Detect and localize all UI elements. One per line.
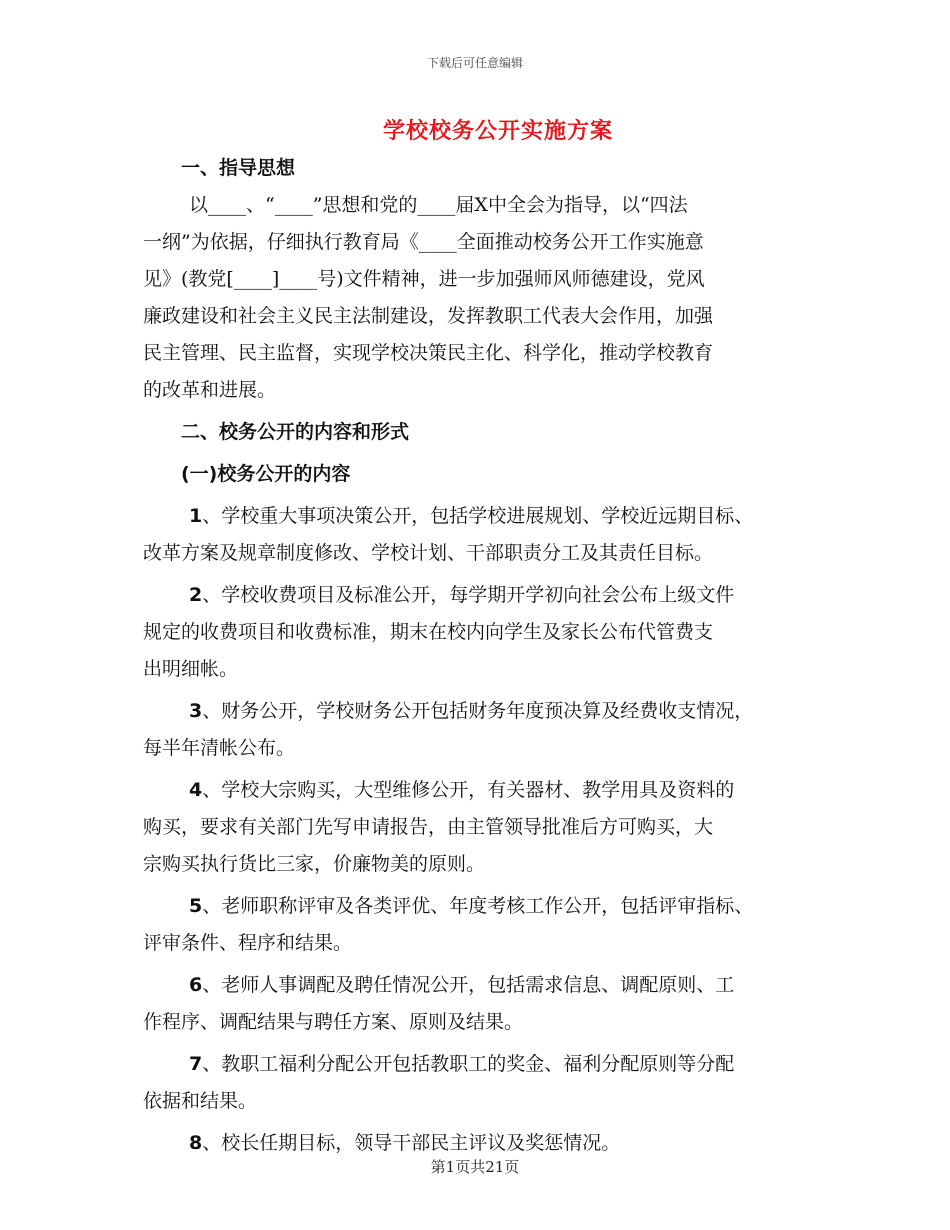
item-text: 、学校大宗购买，大型维修公开，有关器材、教学用具及资料的 (202, 779, 735, 801)
list-item (143, 967, 833, 1004)
paragraph-line: 改革方案及规章制度修改、学校计划、干部职责分工及其责任目标。 (143, 542, 714, 564)
list-item (143, 693, 833, 730)
paragraph-line: 见》(教党[____]____号)文件精神，进一步加强师风师德建设，党风 (143, 268, 705, 290)
section-heading: 一、指导思想 (181, 157, 296, 179)
list-item (143, 1046, 833, 1083)
item-number: 6 (189, 974, 203, 996)
section-heading: 二、校务公开的内容和形式 (181, 421, 410, 443)
paragraph-line: 作程序、调配结果与聘任方案、原则及结果。 (143, 1011, 524, 1033)
item-text: 、校长任期目标，领导干部民主评议及奖惩情况。 (202, 1132, 621, 1154)
item-text: 、学校收费项目及标准公开，每学期开学初向社会公布上级文件 (202, 584, 735, 606)
list-item (143, 498, 833, 535)
item-text: 、老师职称评审及各类评优、年度考核工作公开，包括评审指标、 (202, 895, 754, 917)
item-number: 2 (189, 584, 203, 606)
item-number: 5 (189, 895, 203, 917)
item-number: 4 (189, 779, 203, 801)
item-text: 、财务公开，学校财务公开包括财务年度预决算及经费收支情况， (202, 700, 754, 722)
subsection-heading: (一)校务公开的内容 (181, 463, 351, 485)
list-item (143, 577, 833, 614)
header-note: 下载后可任意编辑 (426, 56, 523, 70)
paragraph-line: 一纲”为依据，仔细执行教育局《____全面推动校务公开工作实施意 (143, 231, 704, 253)
paragraph-line: 以____、“____”思想和党的____届X中全会为指导，以“四法 (189, 194, 688, 216)
document-body (143, 150, 833, 1162)
item-number: 7 (189, 1053, 203, 1075)
paragraph-line: 出明细帐。 (143, 658, 239, 680)
paragraph-line: 的改革和进展。 (143, 379, 277, 401)
item-text: 、学校重大事项决策公开，包括学校进展规划、学校近远期目标、 (202, 505, 754, 527)
item-number: 8 (189, 1132, 203, 1154)
list-item (143, 772, 833, 809)
paragraph-line: 每半年清帐公布。 (143, 737, 296, 759)
paragraph-line: 宗购买执行货比三家，价廉物美的原则。 (143, 853, 486, 875)
item-number: 3 (189, 700, 203, 722)
page-footer: 第1页共21页 (430, 1158, 520, 1176)
item-text: 、老师人事调配及聘任情况公开，包括需求信息、调配原则、工 (202, 974, 735, 996)
item-number: 1 (189, 505, 203, 527)
paragraph-line: 购买，要求有关部门先写申请报告，由主管领导批准后方可购买，大 (143, 816, 714, 838)
list-item (143, 888, 833, 925)
paragraph-line: 民主管理、民主监督，实现学校决策民主化、科学化，推动学校教育 (143, 342, 714, 364)
document-title: 学校校务公开实施方案 (382, 119, 613, 144)
paragraph-line: 评审条件、程序和结果。 (143, 932, 353, 954)
paragraph-line: 规定的收费项目和收费标准，期末在校内向学生及家长公布代管费支 (143, 621, 714, 643)
paragraph-line: 廉政建设和社会主义民主法制建设，发挥教职工代表大会作用，加强 (143, 305, 714, 327)
paragraph-line: 依据和结果。 (143, 1090, 258, 1112)
item-text: 、教职工福利分配公开包括教职工的奖金、福利分配原则等分配 (202, 1053, 735, 1075)
